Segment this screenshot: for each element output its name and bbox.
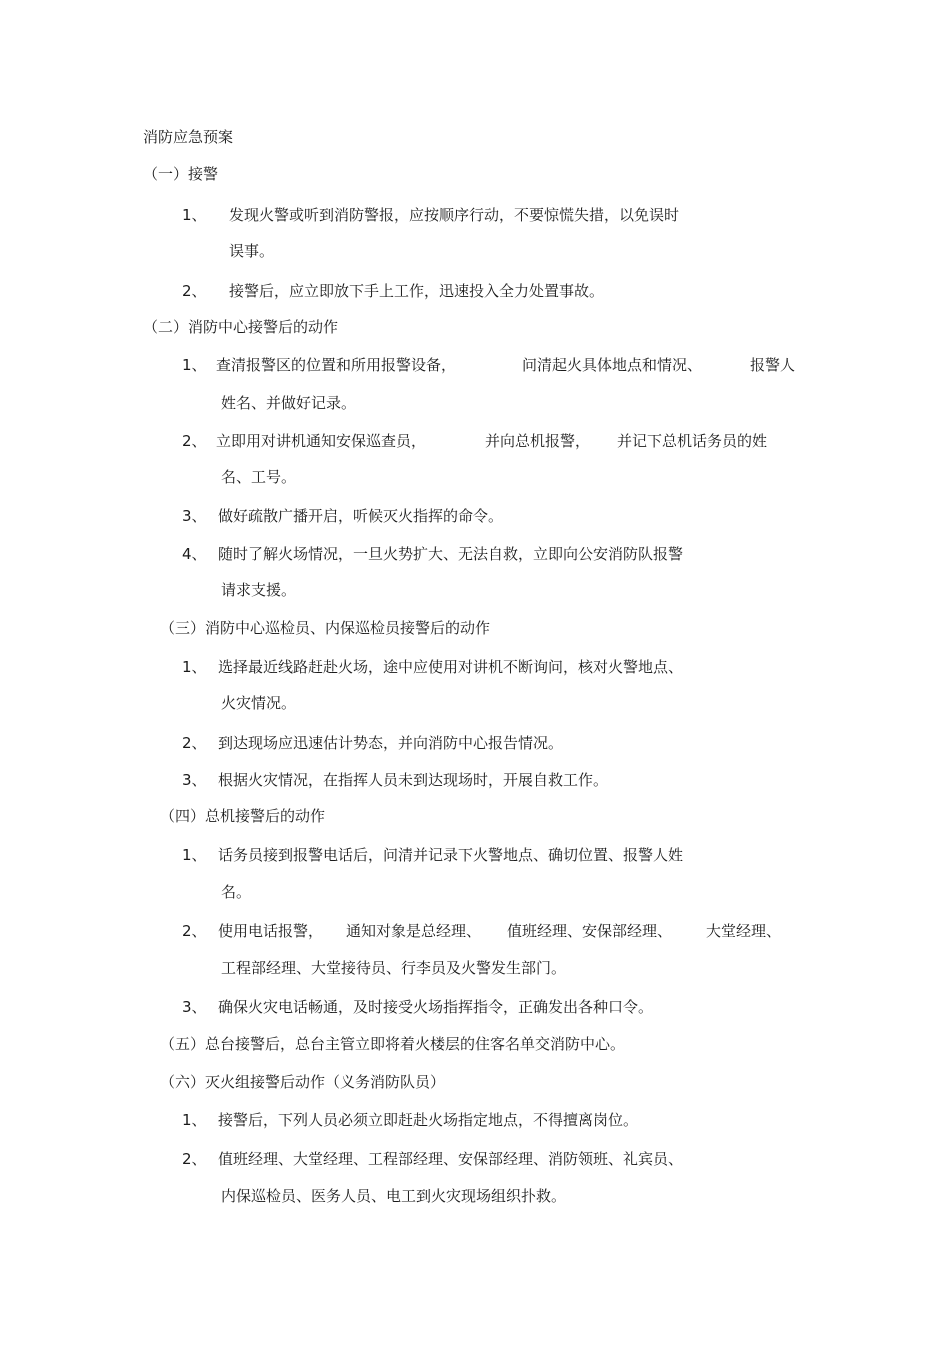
item-number: 3、 <box>182 507 207 525</box>
item-number: 2、 <box>182 282 207 300</box>
item-number: 1、 <box>182 658 207 676</box>
item-text: 问清起火具体地点和情况、 <box>522 356 703 374</box>
item-text: 值班经理、安保部经理、 <box>507 922 673 940</box>
item-text: 使用电话报警， <box>218 922 324 940</box>
item-text-continued: 误事。 <box>229 242 275 260</box>
section-6-heading: （六）灭火组接警后动作（义务消防队员） <box>160 1073 446 1091</box>
item-number: 1、 <box>182 1111 207 1129</box>
item-text: 报警人 <box>750 356 796 374</box>
item-number: 2、 <box>182 432 207 450</box>
item-text: 并记下总机话务员的姓 <box>617 432 768 450</box>
item-text: 随时了解火场情况，一旦火势扩大、无法自救，立即向公安消防队报警 <box>218 545 684 563</box>
item-number: 1、 <box>182 846 207 864</box>
item-number: 1、 <box>182 206 207 224</box>
item-text: 通知对象是总经理、 <box>346 922 482 940</box>
item-text: 根据火灾情况，在指挥人员未到达现场时，开展自救工作。 <box>218 771 609 789</box>
item-text-continued: 内保巡检员、医务人员、电工到火灾现场组织扑救。 <box>221 1187 567 1205</box>
section-3-heading: （三）消防中心巡检员、内保巡检员接警后的动作 <box>160 619 491 637</box>
item-text-continued: 名。 <box>221 883 252 901</box>
item-number: 2、 <box>182 922 207 940</box>
item-number: 3、 <box>182 998 207 1016</box>
item-text: 确保火灾电话畅通，及时接受火场指挥指令，正确发出各种口令。 <box>218 998 654 1016</box>
item-text: 发现火警或听到消防警报，应按顺序行动，不要惊慌失措，以免误时 <box>229 206 680 224</box>
section-2-heading: （二）消防中心接警后的动作 <box>143 318 339 336</box>
item-text: 接警后，下列人员必须立即赶赴火场指定地点，不得擅离岗位。 <box>218 1111 639 1129</box>
item-text: 值班经理、大堂经理、工程部经理、安保部经理、消防领班、礼宾员、 <box>218 1150 684 1168</box>
item-number: 4、 <box>182 545 207 563</box>
item-text: 并向总机报警， <box>485 432 591 450</box>
section-1-heading: （一）接警 <box>143 165 219 183</box>
item-text-continued: 请求支援。 <box>221 581 297 599</box>
item-number: 3、 <box>182 771 207 789</box>
document-title: 消防应急预案 <box>143 128 234 146</box>
section-4-heading: （四）总机接警后的动作 <box>160 807 326 825</box>
item-text: 立即用对讲机通知安保巡查员， <box>216 432 427 450</box>
item-text-continued: 火灾情况。 <box>221 694 297 712</box>
item-number: 2、 <box>182 1150 207 1168</box>
item-text: 选择最近线路赶赴火场，途中应使用对讲机不断询问，核对火警地点、 <box>218 658 684 676</box>
item-number: 1、 <box>182 356 207 374</box>
item-text: 话务员接到报警电话后，问清并记录下火警地点、确切位置、报警人姓 <box>218 846 684 864</box>
item-text-continued: 名、工号。 <box>221 468 297 486</box>
section-5-text: （五）总台接警后，总台主管立即将着火楼层的住客名单交消防中心。 <box>160 1035 626 1053</box>
item-text-continued: 姓名、并做好记录。 <box>221 394 357 412</box>
item-text: 查清报警区的位置和所用报警设备， <box>216 356 457 374</box>
item-text: 大堂经理、 <box>706 922 782 940</box>
item-number: 2、 <box>182 734 207 752</box>
item-text: 做好疏散广播开启，听候灭火指挥的命令。 <box>218 507 504 525</box>
item-text: 到达现场应迅速估计势态，并向消防中心报告情况。 <box>218 734 564 752</box>
item-text-continued: 工程部经理、大堂接待员、行李员及火警发生部门。 <box>221 959 567 977</box>
item-text: 接警后，应立即放下手上工作，迅速投入全力处置事故。 <box>229 282 605 300</box>
